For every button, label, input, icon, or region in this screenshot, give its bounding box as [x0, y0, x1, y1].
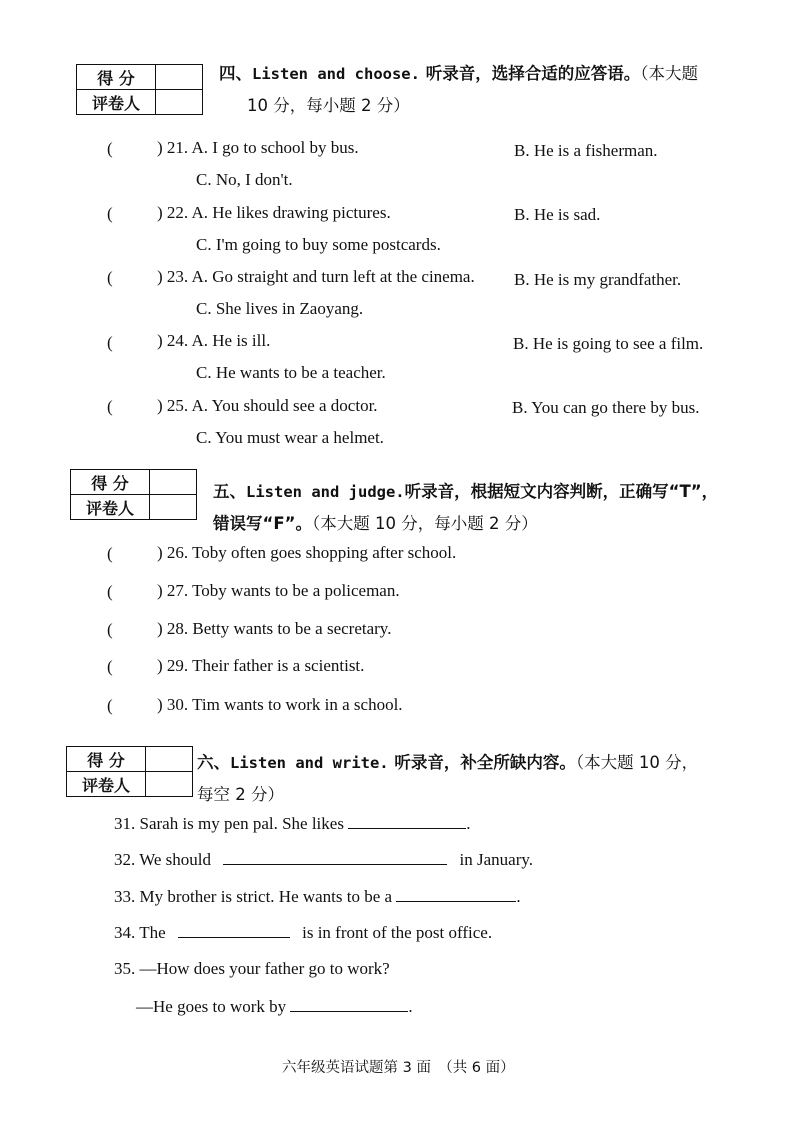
question-22-b: B. He is sad. [514, 205, 601, 224]
question-25-b: B. You can go there by bus. [512, 398, 700, 417]
score-blank[interactable] [156, 65, 203, 90]
section-title-en: Listen and choose. [252, 65, 420, 83]
section-title-en: Listen and write. [230, 754, 389, 772]
grader-label: 评卷人 [77, 90, 156, 115]
question-24-a: ) 24. A. He is ill. [157, 331, 271, 350]
question-31: 31. Sarah is my pen pal. She likes . [114, 814, 471, 833]
page-footer: 六年级英语试题第 3 面 （共 6 面） [282, 1060, 515, 1076]
score-box-section-4 [76, 64, 203, 115]
score-box-section-5 [70, 469, 197, 520]
question-21-c: C. No, I don't. [196, 170, 293, 189]
question-34: 34. The is in front of the post office. [114, 923, 493, 942]
question-29: ) 29. Their father is a scientist. [157, 656, 365, 675]
answer-paren[interactable]: ( [107, 139, 113, 158]
section-title-cn: 听录音，根据短文内容判断，正确写“T”， [404, 482, 719, 501]
question-28: ) 28. Betty wants to be a secretary. [157, 619, 392, 638]
section-note: （本大题 10 分， [575, 753, 699, 772]
score-label: 得 分 [77, 65, 156, 90]
answer-paren[interactable]: ( [107, 620, 113, 639]
question-32: 32. We should in January. [114, 850, 534, 869]
question-23-c: C. She lives in Zaoyang. [196, 299, 364, 318]
answer-paren[interactable]: ( [107, 333, 113, 352]
question-30: ) 30. Tim wants to work in a school. [157, 695, 403, 714]
question-22-c: C. I'm going to buy some postcards. [196, 235, 441, 254]
grader-label: 评卷人 [71, 495, 150, 520]
question-35-answer: —He goes to work by . [136, 997, 413, 1016]
question-23-a: ) 23. A. Go straight and turn left at the cinema. [157, 267, 475, 286]
score-label: 得 分 [71, 470, 150, 495]
question-21-b: B. He is a fisherman. [514, 141, 658, 160]
answer-paren[interactable]: ( [107, 544, 113, 563]
section-title-cn: 听录音，补全所缺内容。 [394, 753, 576, 772]
answer-paren[interactable]: ( [107, 397, 113, 416]
section-title-en: Listen and judge. [246, 483, 405, 501]
section-note-2: 每空 2 分） [197, 785, 284, 804]
answer-paren[interactable]: ( [107, 657, 113, 676]
question-22-a: ) 22. A. He likes drawing pictures. [157, 203, 391, 222]
answer-paren[interactable]: ( [107, 696, 113, 715]
blank-line[interactable] [178, 922, 290, 938]
score-label: 得 分 [67, 747, 146, 772]
score-box-section-6 [66, 746, 193, 797]
question-24-c: C. He wants to be a teacher. [196, 363, 386, 382]
question-23-b: B. He is my grandfather. [514, 270, 682, 289]
grader-label: 评卷人 [67, 772, 146, 797]
section-number: 五、 [213, 482, 246, 501]
grader-blank[interactable] [156, 90, 203, 115]
section-note: （本大题 10 分，每小题 2 分） [311, 514, 538, 533]
grader-blank[interactable] [150, 495, 197, 520]
section-4-heading [219, 58, 739, 121]
section-5-heading [213, 476, 743, 539]
grader-blank[interactable] [146, 772, 193, 797]
question-27: ) 27. Toby wants to be a policeman. [157, 581, 400, 600]
question-35: 35. —How does your father go to work? [114, 959, 390, 978]
question-33: 33. My brother is strict. He wants to be a . [114, 887, 521, 906]
question-25-a: ) 25. A. You should see a doctor. [157, 396, 378, 415]
section-6-heading [197, 747, 742, 810]
blank-line[interactable] [223, 849, 447, 865]
score-blank[interactable] [146, 747, 193, 772]
question-24-b: B. He is going to see a film. [513, 334, 704, 353]
section-number: 四、 [219, 64, 252, 83]
score-blank[interactable] [150, 470, 197, 495]
question-21-a: ) 21. A. I go to school by bus. [157, 138, 359, 157]
section-note: （本大题 [640, 64, 698, 83]
section-title-cn-2: 错误写“F”。 [213, 514, 312, 533]
question-25-c: C. You must wear a helmet. [196, 428, 384, 447]
blank-line[interactable] [348, 813, 466, 829]
question-26: ) 26. Toby often goes shopping after school. [157, 543, 457, 562]
answer-paren[interactable]: ( [107, 582, 113, 601]
blank-line[interactable] [396, 886, 516, 902]
answer-paren[interactable]: ( [107, 268, 113, 287]
answer-paren[interactable]: ( [107, 204, 113, 223]
section-number: 六、 [197, 753, 230, 772]
section-note-2: 10 分，每小题 2 分） [247, 96, 410, 115]
blank-line[interactable] [290, 996, 408, 1012]
section-title-cn: 听录音，选择合适的应答语。 [425, 64, 641, 83]
